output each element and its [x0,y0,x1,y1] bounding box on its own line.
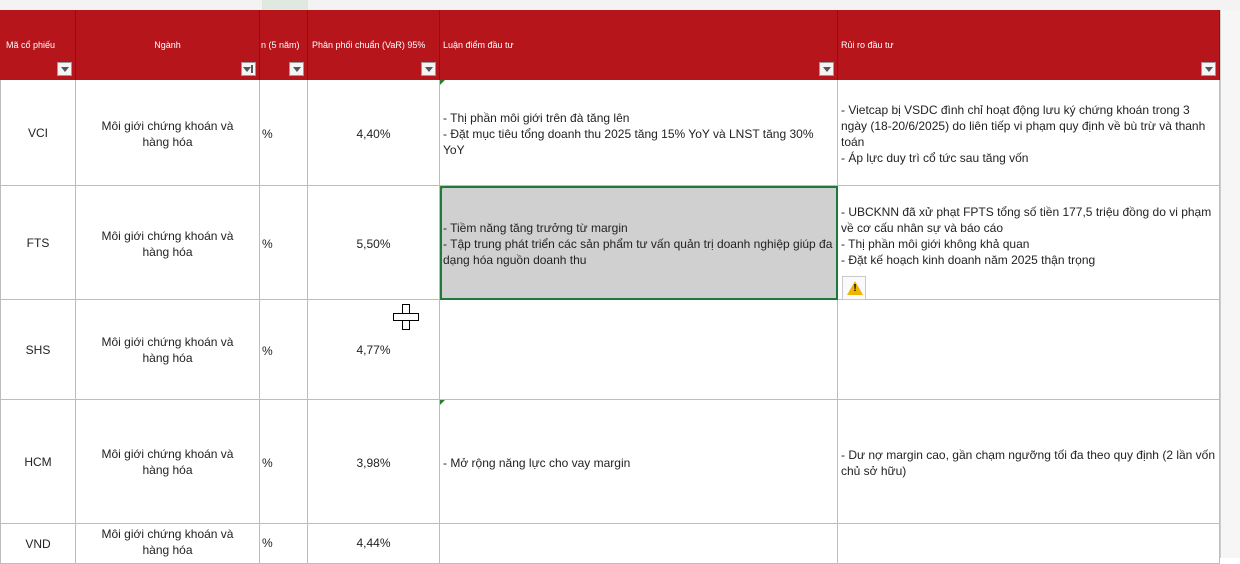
header-nganh[interactable] [76,10,260,80]
cell-sector[interactable]: Môi giới chứng khoán và hàng hóa [76,300,260,400]
cell-var[interactable]: 3,98% [308,400,440,524]
cell-thesis-text: - Mở rộng năng lực cho vay margin [443,456,631,470]
cell-ticker[interactable]: VND [0,524,76,564]
cell-sector[interactable]: Môi giới chứng khoán và hàng hóa [76,186,260,300]
cell-cut[interactable]: % [260,186,308,300]
header-var[interactable] [308,10,440,80]
header-ma-co-phieu[interactable] [0,10,76,80]
header-luan-diem[interactable] [440,10,838,80]
comment-marker [440,186,445,191]
selected-column-indicator [262,0,308,10]
cell-var[interactable]: 5,50% [308,186,440,300]
cell-ticker[interactable]: SHS [0,300,76,400]
cell-thesis[interactable] [440,80,838,186]
header-rui-ro[interactable] [838,10,1220,80]
warning-icon[interactable]: ! [842,276,866,300]
cell-thesis-text: - Thị phần môi giới trên đà tăng lên - Đặt mục tiêu tổng doanh thu 2025 tăng 15% YoY và LNST tăng 30% YoY [443,111,814,157]
cell-risk[interactable] [838,300,1220,400]
cell-thesis-selected[interactable] [440,186,838,300]
filter-dropdown-icon[interactable] [819,62,834,76]
filter-dropdown-icon[interactable] [1201,62,1216,76]
sheet-right-edge [1220,10,1240,558]
cell-cut[interactable]: % [260,80,308,186]
cell-risk[interactable]: - Dư nợ margin cao, gần chạm ngưỡng tối đa theo quy định (2 lần vốn chủ sở hữu) [838,400,1220,524]
filter-dropdown-icon[interactable] [421,62,436,76]
cell-thesis-text: - Tiềm năng tăng trưởng từ margin - Tập trung phát triển các sản phẩm tư vấn quản trị doanh nghiệp giúp đa dạng hóa nguồn doanh thu [443,221,833,267]
cell-sector[interactable]: Môi giới chứng khoán và hàng hóa [76,524,260,564]
cell-thesis[interactable] [440,524,838,564]
header-label: Mã cổ phiếu [6,40,56,50]
cell-ticker[interactable]: FTS [0,186,76,300]
cell-risk[interactable]: - Vietcap bị VSDC đình chỉ hoạt động lưu ký chứng khoán trong 3 ngày (18-20/6/2025) do liên tiếp vi phạm quy định về bù trừ và thanh toán - Áp lực duy trì cổ tức sau tăng vốn [838,80,1220,186]
cell-sector[interactable]: Môi giới chứng khoán và hàng hóa [76,80,260,186]
cell-thesis[interactable] [440,300,838,400]
comment-marker [440,80,445,85]
cell-thesis[interactable] [440,400,838,524]
cell-ticker[interactable]: HCM [0,400,76,524]
header-label: n (5 năm) [261,40,300,50]
column-header-strip [0,0,1240,10]
cell-cut[interactable]: % [260,400,308,524]
filter-dropdown-icon[interactable] [289,62,304,76]
cell-var[interactable]: 4,40% [308,80,440,186]
cell-sector[interactable]: Môi giới chứng khoán và hàng hóa [76,400,260,524]
header-label: Phân phối chuẩn (VaR) 95% [312,40,426,50]
header-label: Rủi ro đầu tư [841,40,894,50]
cell-var[interactable]: 4,77% [308,300,440,400]
filter-dropdown-icon[interactable] [57,62,72,76]
cell-ticker[interactable]: VCI [0,80,76,186]
cell-risk[interactable] [838,524,1220,564]
header-5-nam[interactable] [260,10,308,80]
cell-cut[interactable]: % [260,300,308,400]
filter-active-icon[interactable] [241,62,256,76]
cell-cut[interactable]: % [260,524,308,564]
header-label: Luận điểm đầu tư [443,40,514,50]
move-cursor-icon [393,304,419,330]
cell-risk[interactable]: - UBCKNN đã xử phạt FPTS tổng số tiền 177,5 triệu đồng do vi phạm về cơ cấu nhân sự và báo cáo - Thị phần môi giới không khả quan - Đặt kế hoạch kinh doanh năm 2025 thận trọng [838,186,1220,300]
cell-var[interactable]: 4,44% [308,524,440,564]
header-label: Ngành [154,40,181,50]
comment-marker [440,400,445,405]
